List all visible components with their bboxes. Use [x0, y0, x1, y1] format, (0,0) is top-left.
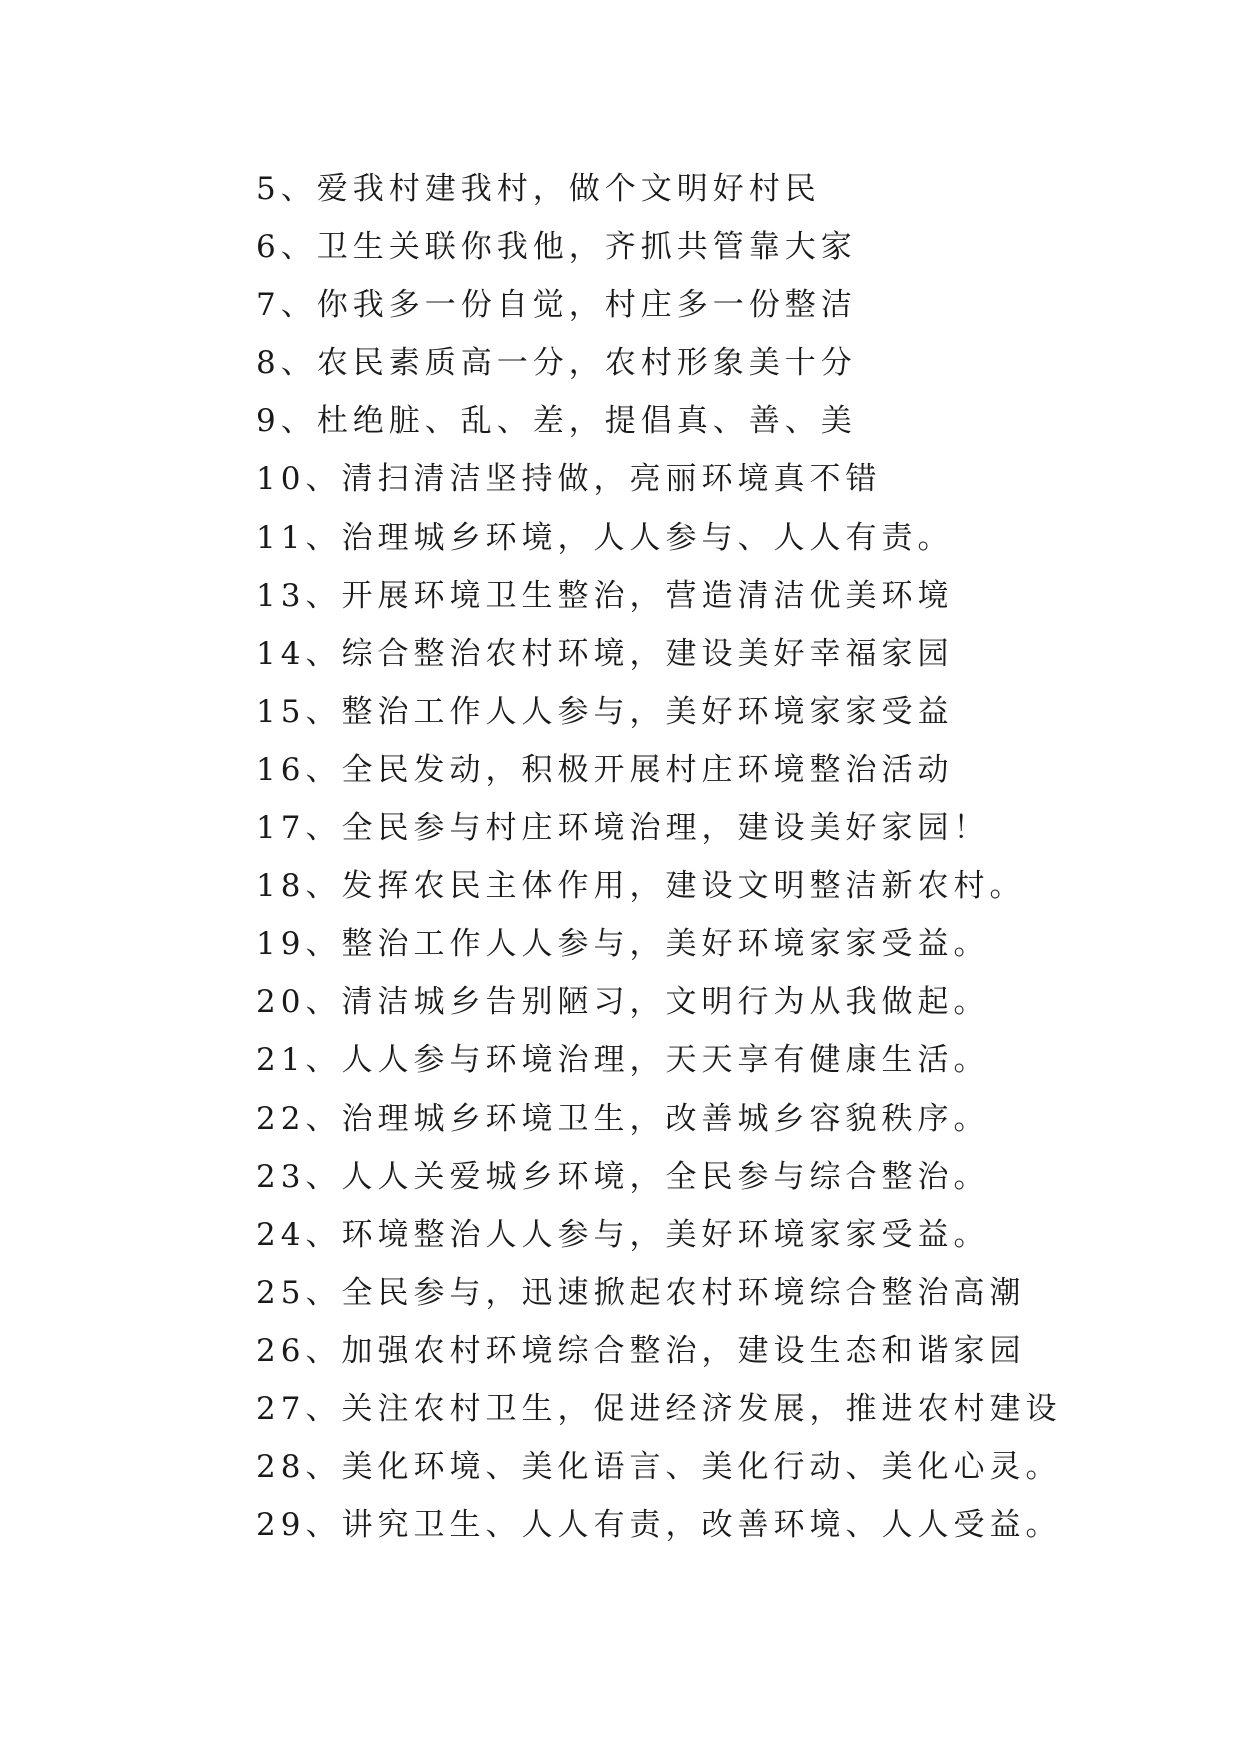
slogan-list — [256, 160, 1061, 1554]
slogan-item: 26、加强农村环境综合整治，建设生态和谐家园 — [256, 1332, 1026, 1369]
slogan-item: 9、杜绝脏、乱、差，提倡真、善、美 — [256, 403, 857, 440]
slogan-item: 19、整治工作人人参与，美好环境家家受益。 — [256, 926, 990, 963]
slogan-item: 8、农民素质高一分，农村形象美十分 — [256, 345, 857, 382]
slogan-item: 15、整治工作人人参与，美好环境家家受益 — [256, 693, 954, 730]
slogan-item: 18、发挥农民主体作用，建设文明整洁新农村。 — [256, 868, 1026, 905]
slogan-item: 14、综合整治农村环境，建设美好幸福家园 — [256, 635, 954, 672]
slogan-item: 24、环境整治人人参与，美好环境家家受益。 — [256, 1216, 990, 1253]
slogan-item: 10、清扫清洁坚持做，亮丽环境真不错 — [256, 461, 882, 498]
slogan-item: 25、全民参与，迅速掀起农村环境综合整治高潮 — [256, 1274, 1026, 1311]
slogan-item: 23、人人关爱城乡环境，全民参与综合整治。 — [256, 1158, 990, 1195]
slogan-item: 28、美化环境、美化语言、美化行动、美化心灵。 — [256, 1449, 1062, 1486]
slogan-item: 6、卫生关联你我他，齐抓共管靠大家 — [256, 229, 857, 266]
slogan-item: 20、清洁城乡告别陋习，文明行为从我做起。 — [256, 984, 990, 1021]
slogan-item: 29、讲究卫生、人人有责，改善环境、人人受益。 — [256, 1507, 1062, 1544]
slogan-item: 16、全民发动，积极开展村庄环境整治活动 — [256, 751, 954, 788]
slogan-item: 13、开展环境卫生整治，营造清洁优美环境 — [256, 577, 954, 614]
slogan-item: 7、你我多一份自觉，村庄多一份整洁 — [256, 287, 857, 324]
slogan-item: 27、关注农村卫生，促进经济发展，推进农村建设 — [256, 1390, 1062, 1427]
slogan-item: 11、治理城乡环境，人人参与、人人有责。 — [256, 519, 954, 556]
slogan-item: 21、人人参与环境治理，天天享有健康生活。 — [256, 1042, 990, 1079]
slogan-item: 5、爱我村建我村，做个文明好村民 — [256, 171, 821, 207]
slogan-item: 17、全民参与村庄环境治理，建设美好家园！ — [256, 810, 990, 847]
slogan-item: 22、治理城乡环境卫生，改善城乡容貌秩序。 — [256, 1100, 990, 1137]
